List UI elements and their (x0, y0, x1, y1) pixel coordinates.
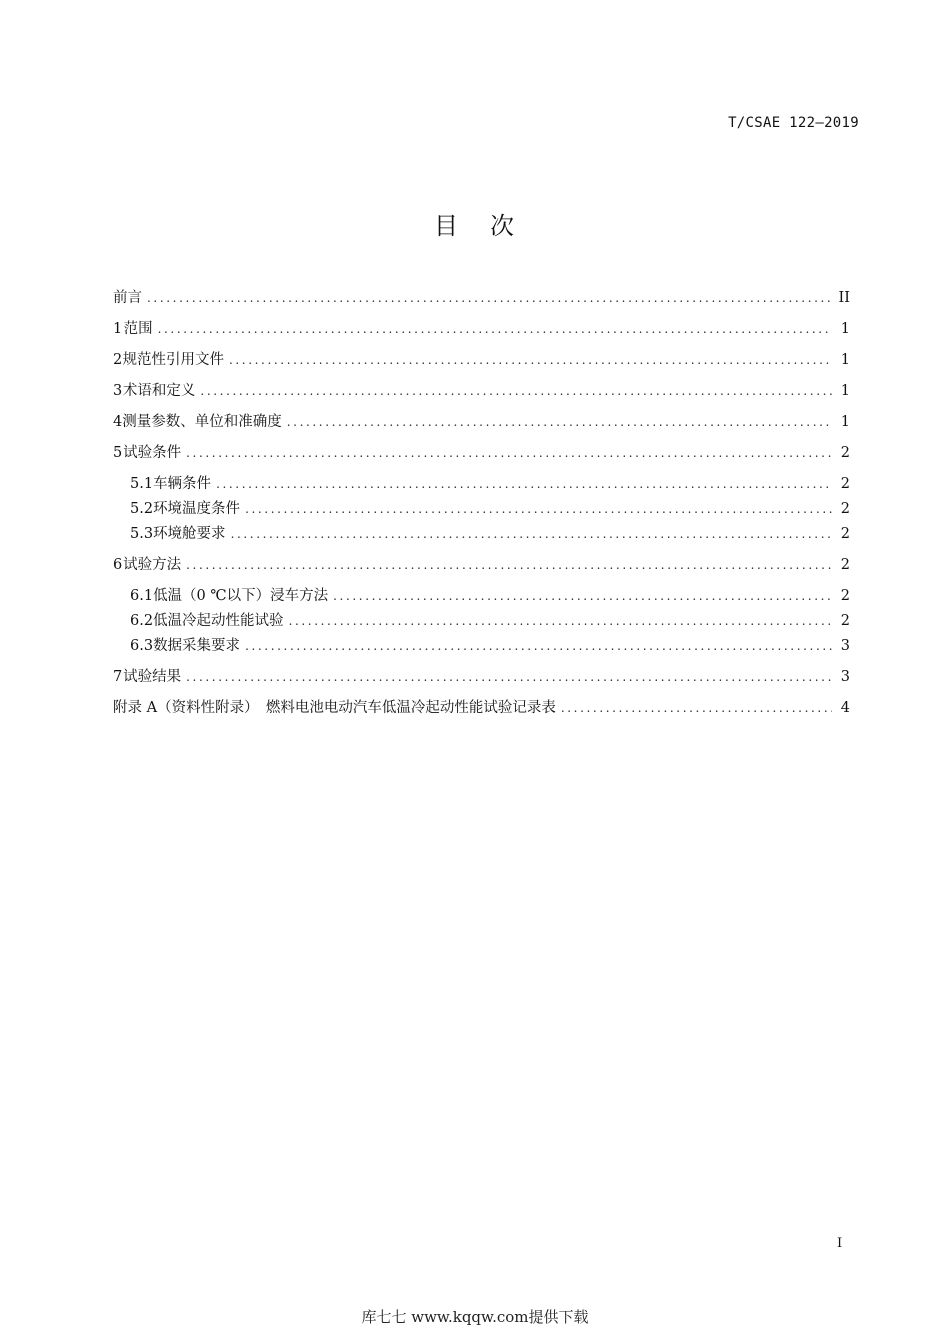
toc-entry-label: 术语和定义 (122, 383, 196, 399)
toc-entry-label: 测量参数、单位和准确度 (122, 414, 282, 430)
dot-leader (186, 667, 832, 687)
toc-entry-number: 5.3 (130, 526, 154, 542)
toc-entry-page: 1 (840, 414, 850, 430)
toc-entry-label: 前言 (113, 290, 142, 306)
toc-entry-page: 2 (840, 613, 850, 629)
toc-entry-number: 5 (113, 445, 123, 461)
toc-entry-1[interactable] (113, 319, 850, 339)
download-footer: 库七七 www.kqqw.com提供下载 (361, 1308, 589, 1326)
toc-entry-label: 车辆条件 (153, 476, 212, 492)
toc-title-part1: 目 (434, 212, 460, 240)
toc-entry-page: 4 (840, 700, 850, 716)
dot-leader (200, 381, 832, 401)
toc-entry-number: 6 (113, 557, 123, 573)
toc-entry-page: 3 (840, 638, 850, 654)
toc-entry-page: 1 (840, 352, 850, 368)
toc-entry-page: 2 (840, 476, 850, 492)
toc-entry-label: 规范性引用文件 (122, 352, 224, 368)
toc-entry-number: 3 (113, 383, 123, 399)
toc-entry-page: 2 (840, 445, 850, 461)
dot-leader (147, 288, 832, 308)
toc-entry-label: 范围 (123, 321, 153, 337)
toc-entry-label: 环境舱要求 (153, 526, 226, 542)
toc-entry-label: 试验方法 (123, 557, 182, 573)
dot-leader (561, 698, 832, 718)
toc-entry-label: 试验结果 (123, 669, 182, 685)
document-code: T/CSAE 122—2019 (728, 115, 859, 131)
toc-entry-number: 5.2 (130, 501, 154, 517)
toc-entry-number: 1 (113, 321, 123, 337)
toc-entry-foreword[interactable] (113, 288, 850, 308)
dot-leader (158, 319, 832, 339)
dot-leader (287, 412, 832, 432)
toc-entry-label: 低温冷起动性能试验 (153, 613, 284, 629)
toc-entry-number: 6.1 (130, 588, 154, 604)
page-number: I (837, 1236, 843, 1251)
toc-entry-page: 1 (840, 321, 850, 337)
toc-entry-number: 5.1 (130, 476, 154, 492)
toc-entry-annex-a[interactable] (113, 698, 850, 718)
toc-entry-number: 7 (113, 669, 123, 685)
toc-entry-number: 2 (113, 352, 123, 368)
dot-leader (245, 499, 832, 519)
toc-entry-5-2[interactable] (130, 499, 850, 519)
toc-entry-page: 2 (840, 501, 850, 517)
toc-entry-6-1[interactable] (130, 586, 850, 606)
toc-entry-number: 6.2 (130, 613, 154, 629)
toc-entry-2[interactable] (113, 350, 850, 370)
toc-entry-5-3[interactable] (130, 524, 850, 544)
toc-entry-6[interactable] (113, 555, 850, 575)
toc-entry-5[interactable] (113, 443, 850, 463)
dot-leader (186, 443, 832, 463)
dot-leader (289, 611, 832, 631)
toc-entry-3[interactable] (113, 381, 850, 401)
dot-leader (333, 586, 832, 606)
toc-entry-label: 数据采集要求 (153, 638, 241, 654)
toc-entry-7[interactable] (113, 667, 850, 687)
toc-entry-label: 环境温度条件 (153, 501, 241, 517)
toc-entry-label: 低温（0 ℃以下）浸车方法 (153, 588, 329, 604)
toc-entry-4[interactable] (113, 412, 850, 432)
toc-entry-page: 2 (840, 526, 850, 542)
toc-entry-page: 3 (840, 669, 850, 685)
toc-entry-number: 4 (113, 414, 123, 430)
toc-title (0, 206, 950, 241)
toc-entry-page: 2 (840, 588, 850, 604)
toc-title-part2: 次 (490, 212, 516, 240)
toc-entry-label: 试验条件 (123, 445, 182, 461)
toc-entry-6-3[interactable] (130, 636, 850, 656)
dot-leader (229, 350, 832, 370)
toc-entry-page: II (838, 290, 850, 306)
dot-leader (186, 555, 832, 575)
toc-entry-label: 附录 A（资料性附录） 燃料电池电动汽车低温冷起动性能试验记录表 (113, 700, 556, 716)
toc-entry-number: 6.3 (130, 638, 154, 654)
toc-entry-page: 1 (840, 383, 850, 399)
toc-entry-5-1[interactable] (130, 474, 850, 494)
dot-leader (245, 636, 832, 656)
toc-entry-page: 2 (840, 557, 850, 573)
dot-leader (216, 474, 832, 494)
dot-leader (231, 524, 832, 544)
toc-entry-6-2[interactable] (130, 611, 850, 631)
